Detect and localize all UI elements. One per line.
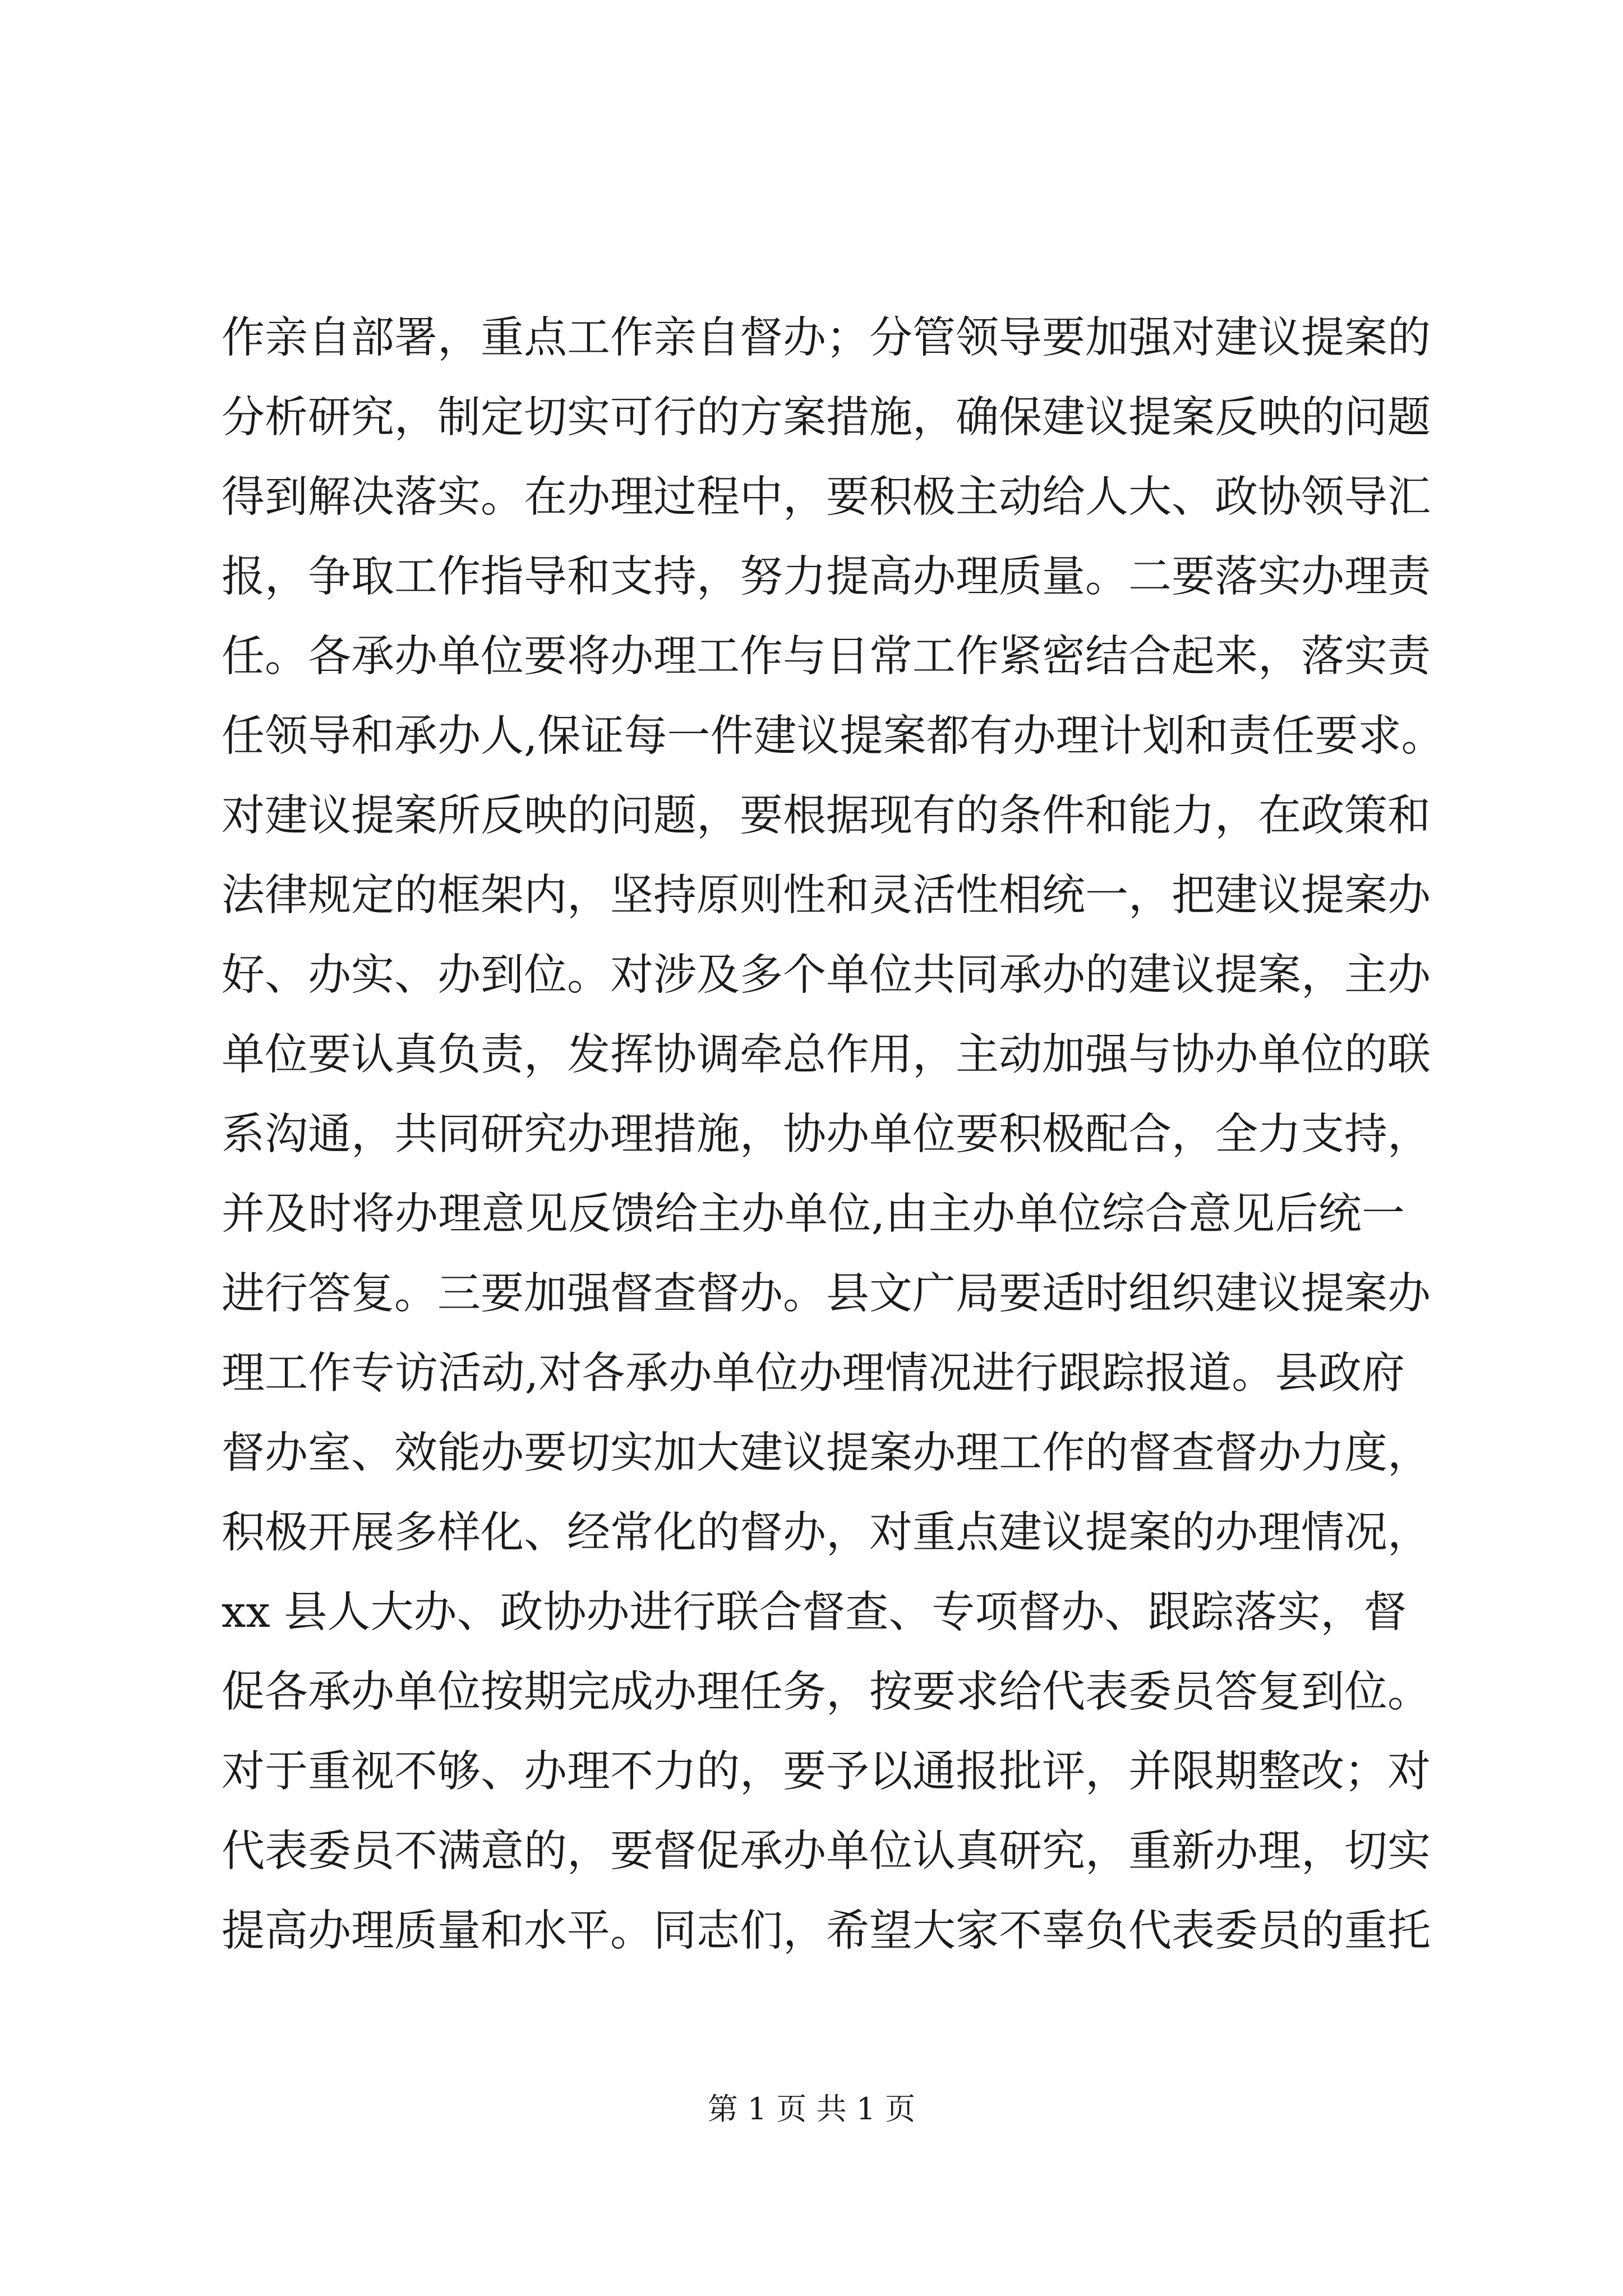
page-footer: 第 1 页 共 1 页	[707, 2091, 916, 2127]
text-line: 任领导和承办人,保证每一件建议提案都有办理计划和责任要求。	[222, 711, 1445, 761]
text-line: xx 县人大办、政协办进行联合督查、专项督办、跟踪落实，督	[222, 1588, 1407, 1637]
text-line: 法律规定的框架内，坚持原则性和灵活性相统一，把建议提案办	[222, 871, 1431, 921]
text-line: 代表委员不满意的，要督促承办单位认真研究，重新办理，切实	[222, 1826, 1431, 1876]
text-line: 对于重视不够、办理不力的，要予以通报批评，并限期整改；对	[222, 1747, 1431, 1797]
text-line: 提高办理质量和水平。同志们，希望大家不辜负代表委员的重托	[222, 1906, 1431, 1956]
body-text	[222, 298, 1445, 1971]
text-line: 报，争取工作指导和支持，努力提高办理质量。二要落实办理责	[222, 552, 1431, 602]
text-line: 并及时将办理意见反馈给主办单位,由主办单位综合意见后统一	[222, 1189, 1405, 1239]
text-line: 进行答复。三要加强督查督办。县文广局要适时组织建议提案办	[222, 1269, 1431, 1319]
text-line: 得到解决落实。在办理过程中，要积极主动给人大、政协领导汇	[222, 472, 1431, 522]
text-line: 对建议提案所反映的问题，要根据现有的条件和能力，在政策和	[222, 791, 1431, 841]
text-line: 积极开展多样化、经常化的督办，对重点建议提案的办理情况，	[222, 1508, 1431, 1558]
text-line: 系沟通，共同研究办理措施，协办单位要积极配合，全力支持，	[222, 1110, 1431, 1159]
text-line: 单位要认真负责，发挥协调牵总作用，主动加强与协办单位的联	[222, 1030, 1431, 1080]
text-line: 促各承办单位按期完成办理任务，按要求给代表委员答复到位。	[222, 1667, 1431, 1717]
text-line: 督办室、效能办要切实加大建议提案办理工作的督查督办力度，	[222, 1428, 1431, 1478]
text-line: 分析研究，制定切实可行的方案措施，确保建议提案反映的问题	[222, 393, 1431, 443]
text-line: 作亲自部署，重点工作亲自督办；分管领导要加强对建议提案的	[222, 313, 1431, 363]
text-line: 理工作专访活动,对各承办单位办理情况进行跟踪报道。县政府	[222, 1349, 1405, 1398]
text-line: 任。各承办单位要将办理工作与日常工作紧密结合起来，落实责	[222, 632, 1431, 682]
text-line: 好、办实、办到位。对涉及多个单位共同承办的建议提案，主办	[222, 950, 1431, 1000]
